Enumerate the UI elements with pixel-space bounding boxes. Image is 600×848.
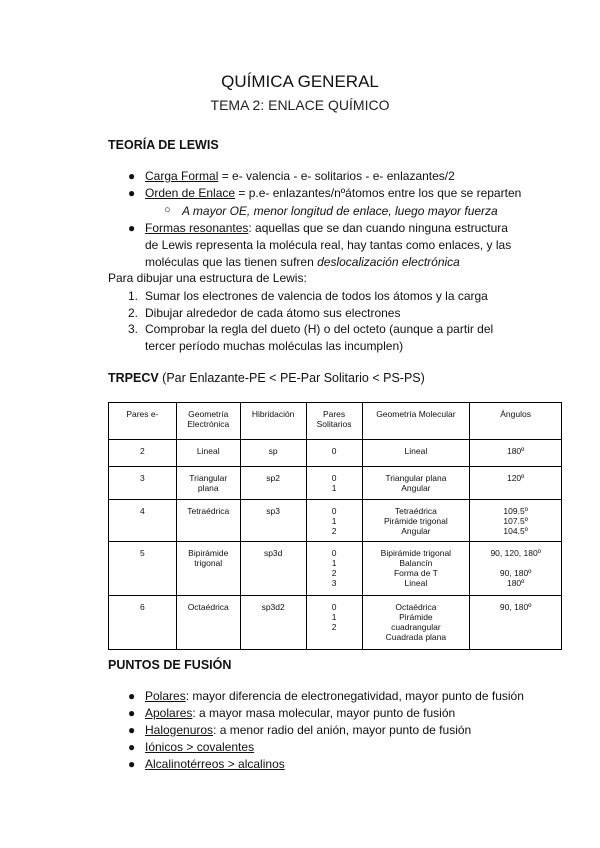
bullet-icon: ●: [128, 186, 136, 200]
lewis-heading: TEORÍA DE LEWIS: [108, 138, 219, 152]
lewis-bullet-formas-resonantes: [145, 221, 508, 236]
table-cell: Tetraédrica: [176, 500, 240, 542]
bullet-icon: ●: [128, 221, 136, 235]
table-cell: 0 1: [306, 467, 362, 500]
header-cell: Geometría Molecular: [362, 403, 470, 440]
fusion-item-ionicos: [145, 740, 254, 755]
table-cell: 4: [109, 500, 177, 542]
lewis-bullet-orden-enlace: [145, 186, 521, 201]
table-cell: Bipirámide trigonal: [176, 542, 240, 596]
table-cell: 109.5º 107.5º 104.5º: [470, 500, 562, 542]
table-row: [109, 500, 562, 542]
table-cell: 0: [306, 440, 362, 467]
bullet-icon: ●: [128, 757, 136, 771]
carga-formal-text: = e- valencia - e- solitarios - e- enlazantes/2: [218, 169, 455, 183]
step-text: Sumar los electrones de valencia de todos los átomos y la carga: [145, 289, 488, 303]
table-cell: 180º: [470, 440, 562, 467]
table-cell: 0 1 2 3: [306, 542, 362, 596]
table-cell: Tetraédrica Pirámide trigonal Angular: [362, 500, 470, 542]
step-text-continued: tercer período muchas moléculas las incumplen): [145, 339, 404, 353]
fusion-heading: PUNTOS DE FUSIÓN: [108, 658, 232, 672]
step-number: 1.: [128, 289, 139, 303]
document-title: QUÍMICA GENERAL: [221, 72, 379, 91]
fusion-term: Halogenuros: [145, 723, 214, 737]
table-cell: 5: [109, 542, 177, 596]
header-cell: Hibridación: [240, 403, 306, 440]
fusion-term: Iónicos > covalentes: [145, 740, 255, 754]
header-cell: Pares e-: [109, 403, 177, 440]
fusion-item-alcalinoterreos: [145, 757, 285, 772]
table-row: [109, 467, 562, 500]
table-cell: Triangular plana: [176, 467, 240, 500]
document-subtitle: TEMA 2: ENLACE QUÍMICO: [210, 97, 390, 113]
lewis-intro: Para dibujar una estructura de Lewis:: [108, 271, 307, 285]
step-number: 2.: [128, 306, 139, 320]
bullet-icon: ●: [128, 706, 136, 720]
fusion-item-apolares: [145, 706, 455, 721]
trpecv-table: [108, 402, 562, 650]
table-cell: 120º: [470, 467, 562, 500]
header-cell: Ángulos: [470, 403, 562, 440]
table-cell: Bipirámide trigonal Balancín Forma de T Lineal: [362, 542, 470, 596]
table-cell: sp: [240, 440, 306, 467]
table-cell: Lineal: [362, 440, 470, 467]
carga-formal-term: Carga Formal: [145, 169, 219, 183]
bullet-icon: ●: [128, 740, 136, 754]
bullet-icon: ●: [128, 723, 136, 737]
orden-enlace-text: = p.e- enlazantes/nºátomos entre los que se reparten: [235, 186, 522, 200]
orden-enlace-term: Orden de Enlace: [145, 186, 236, 200]
table-row: [109, 542, 562, 596]
table-cell: 6: [109, 596, 177, 650]
table-cell: Triangular plana Angular: [362, 467, 470, 500]
orden-enlace-subitem: A mayor OE, menor longitud de enlace, luego mayor fuerza: [182, 204, 498, 218]
lewis-bullet-carga-formal: [145, 169, 455, 184]
trpecv-heading-detail: (Par Enlazante-PE < PE-Par Solitario < PS-PS): [158, 371, 425, 385]
formas-resonantes-text-3: [145, 255, 460, 270]
header-cell: Geometría Electrónica: [176, 403, 240, 440]
deslocalizacion-term: deslocalización electrónica: [317, 255, 460, 269]
table-cell: sp3d: [240, 542, 306, 596]
table-cell: sp2: [240, 467, 306, 500]
table-cell: Octaédrica: [176, 596, 240, 650]
fusion-term: Apolares: [145, 706, 193, 720]
table-cell: 0 1 2: [306, 596, 362, 650]
table-row: [109, 596, 562, 650]
header-cell: Pares Solitarios: [306, 403, 362, 440]
table-cell: sp3d2: [240, 596, 306, 650]
fusion-text: : a menor radio del anión, mayor punto de fusión: [213, 723, 472, 737]
formas-resonantes-text-2: de Lewis representa la molécula real, hay tantas como enlaces, y las: [145, 238, 512, 252]
trpecv-heading: [108, 370, 425, 386]
table-cell: Octaédrica Pirámide cuadrangular Cuadrada plana: [362, 596, 470, 650]
fusion-text: : a mayor masa molecular, mayor punto de fusión: [192, 706, 456, 720]
fusion-item-polares: [145, 689, 524, 704]
table-cell: 3: [109, 467, 177, 500]
table-cell: 90, 120, 180º 90, 180º 180º: [470, 542, 562, 596]
trpecv-heading-bold: TRPECV: [108, 371, 159, 385]
formas-resonantes-text-1: : aquellas que se dan cuando ninguna estructura: [248, 221, 508, 235]
table-cell: 90, 180º: [470, 596, 562, 650]
step-text: Comprobar la regla del dueto (H) o del octeto (aunque a partir del: [145, 322, 494, 336]
table-header-row: [109, 403, 562, 440]
table-cell: Lineal: [176, 440, 240, 467]
formas-resonantes-term: Formas resonantes: [145, 221, 249, 235]
fusion-item-halogenuros: [145, 723, 471, 738]
formas-resonantes-text-3a: moléculas que las tienen sufren: [145, 255, 318, 269]
fusion-text: : mayor diferencia de electronegatividad, mayor punto de fusión: [185, 689, 524, 703]
fusion-term: Polares: [145, 689, 186, 703]
table-cell: 0 1 2: [306, 500, 362, 542]
table-cell: 2: [109, 440, 177, 467]
table-row: [109, 440, 562, 467]
circle-bullet-icon: ○: [164, 204, 171, 216]
fusion-term: Alcalinotérreos > alcalinos: [145, 757, 285, 771]
bullet-icon: ●: [128, 689, 136, 703]
step-text: Dibujar alrededor de cada átomo sus electrones: [145, 306, 401, 320]
table-cell: sp3: [240, 500, 306, 542]
step-number: 3.: [128, 322, 139, 336]
bullet-icon: ●: [128, 169, 136, 183]
